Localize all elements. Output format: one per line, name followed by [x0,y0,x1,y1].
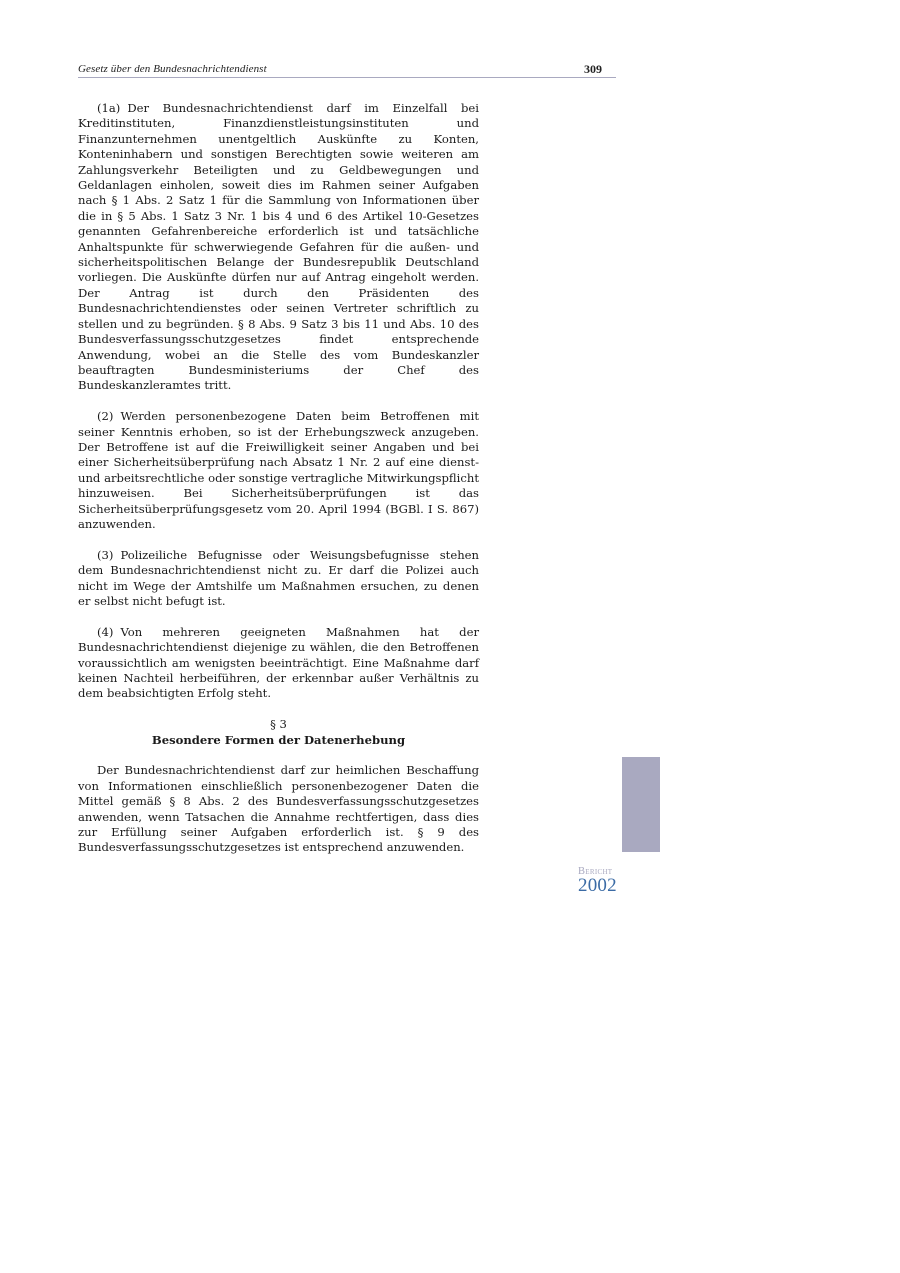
paragraph-text: Polizeiliche Befugnisse oder Weisungsbefugnisse stehen dem Bundesnachrichtendienst nicht zu. Er darf die Polizei auch nicht im Wege der Amtshilfe um Maßnahmen ersuchen, zu denen er selbst nicht befugt ist. [78,547,479,608]
paragraph-number: (4) [97,624,114,639]
section-paragraph: Der Bundesnachrichtendienst darf zur heimlichen Beschaffung von Informationen einschließlich personenbezogener Daten die Mittel gemäß § 8 Abs. 2 des Bundesverfassungsschutzgesetzes anwenden, wenn Tatsachen die Annahme rechtfertigen, dass dies zur Erfüllung seiner Aufgaben erforderlich ist. § 9 des Bundesverfassungsschutzgesetzes ist entsprechend anzuwenden. [78,763,479,855]
side-accent-bar [622,757,660,852]
paragraph-text: Der Bundesnachrichtendienst darf im Einzelfall bei Kreditinstituten, Finanzdienstleistungsinstituten und Finanzunternehmen unentgeltlich Auskünfte zu Konten, Konteninhabern und sonstigen Berechtigten sowie weiteren am Zahlungsverkehr Beteiligten und zu Geldbewegungen und Geldanlagen einholen, soweit dies im Rahmen seiner Aufgaben nach § 1 Abs. 2 Satz 1 für die Sammlung von Informationen über die in § 5 Abs. 1 Satz 3 Nr. 1 bis 4 und 6 des Artikel 10-Gesetzes genannten Gefahrenbereiche erforderlich ist und tatsächliche Anhaltspunkte für schwerwiegende Gefahren für die außen- und sicherheitspolitischen Belange der Bundesrepublik Deutschland vorliegen. Die Auskünfte dürfen nur auf Antrag eingeholt werden. Der Antrag ist durch den Präsidenten des Bundesnachrichtendienstes oder seinen Vertreter schriftlich zu stellen und zu begründen. § 8 Abs. 9 Satz 3 bis 11 und Abs. 10 des Bundesverfassungsschutzgesetzes findet entsprechende Anwendung, wobei an die Stelle des vom Bundeskanzler beauftragten Bundesministeriums der Chef des Bundeskanzleramtes tritt. [78,101,479,393]
section-number: § 3 [270,717,287,732]
paragraph-number: (2) [97,409,114,424]
report-logo-word: Bericht [578,866,613,877]
running-title: Gesetz über den Bundesnachrichtendienst [78,63,267,75]
paragraph-number: (1a) [97,101,121,115]
paragraph-text: Von mehreren geeigneten Maßnahmen hat der Bundesnachrichtendienst diejenige zu wählen, die den Betroffenen voraussichtlich am wenigsten beeinträchtigt. Eine Maßnahme darf keinen Nachteil herbeiführen, der erkennbar außer Verhältnis zu dem beabsichtigten Erfolg steht. [78,624,479,701]
section-title: Besondere Formen der Datenerhebung [151,732,406,747]
report-logo [578,866,638,894]
page-number: 309 [584,62,602,76]
document-body [78,101,479,871]
paragraph-number: (3) [97,547,114,562]
paragraph-1a [78,101,479,394]
paragraph-text: Werden personenbezogene Daten beim Betroffenen mit seiner Kenntnis erhoben, so ist der Erhebungszweck anzugeben. Der Betroffene ist auf die Freiwilligkeit seiner Angaben und bei einer Sicherheitsüberprüfung nach Absatz 1 Nr. 2 auf eine dienst- und arbeitsrechtliche oder sonstige vertragliche Mitwirkungspflicht hinzuweisen. Bei Sicherheitsüberprüfungen ist das Sicherheitsüberprüfungsgesetz vom 20. April 1994 (BGBl. I S. 867) anzuwenden. [78,409,479,531]
paragraph-4 [78,625,479,702]
paragraph-3 [78,548,479,610]
running-header [78,61,616,78]
report-logo-year: 2002 [578,875,617,896]
section-heading [78,717,479,748]
paragraph-2 [78,409,479,532]
